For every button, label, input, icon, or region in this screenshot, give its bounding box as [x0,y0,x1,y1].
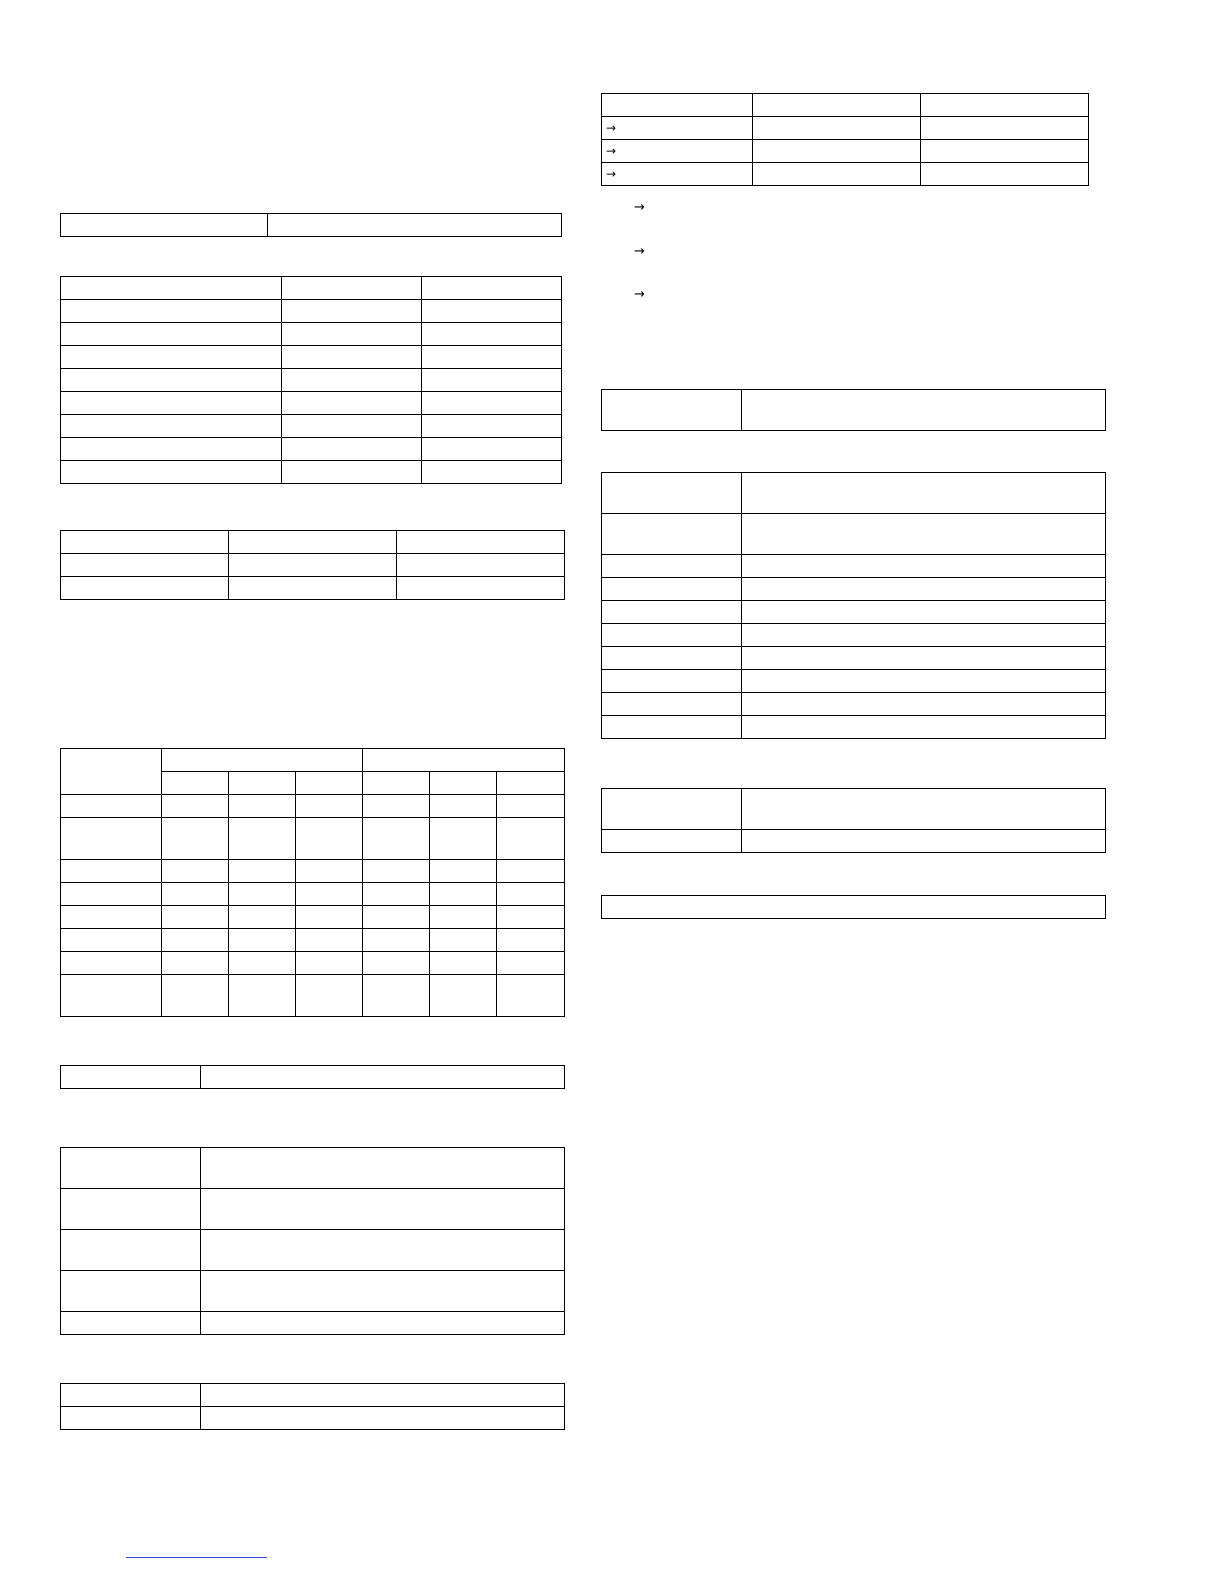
table-row [602,163,1089,186]
table-l5 [60,1065,565,1089]
arrow-right-icon: → [606,144,617,158]
table-row [602,601,1106,624]
table-l1 [60,213,562,237]
table-row [61,300,562,323]
table-row [602,647,1106,670]
table-r1 [601,93,1089,186]
table-l4 [60,748,565,1017]
table-row [61,952,565,975]
table-row [61,415,562,438]
table-row [602,117,1089,140]
table-row [61,369,562,392]
table-row [61,929,565,952]
table-row [61,346,562,369]
table-row [61,461,562,484]
arrow-right-icon: → [606,121,617,135]
table-row [602,94,1089,117]
table-row [602,140,1089,163]
table-row [602,555,1106,578]
table-row [602,716,1106,739]
table-row [602,514,1106,555]
footer-link-underline [126,1557,267,1558]
table-row [61,1407,565,1430]
table-row [61,277,562,300]
table-row [61,1384,565,1407]
table-row [61,883,565,906]
table-row [61,1230,565,1271]
arrow-right-icon: → [606,167,617,181]
table-row [61,323,562,346]
table-r3 [601,472,1106,739]
table-l7 [60,1383,565,1430]
table-l6 [60,1147,565,1335]
table-l2 [60,276,562,484]
arrow-right-icon: → [634,200,645,215]
table-row [61,577,565,600]
table-row [602,473,1106,514]
table-row [602,789,1106,830]
table-row [602,896,1106,919]
table-row [61,1066,565,1089]
table-row [61,975,565,1017]
table-row [602,693,1106,716]
table-row [61,795,565,818]
table-row [61,1148,565,1189]
table-row [61,860,565,883]
table-row [61,1312,565,1335]
table-row [602,830,1106,853]
table-row [61,554,565,577]
table-row [61,1271,565,1312]
arrow-right-icon: → [634,244,645,259]
table-row [602,578,1106,601]
table-row [61,531,565,554]
table-row [61,392,562,415]
table-row [602,390,1106,431]
table-l3 [60,530,565,600]
table-row [61,214,562,237]
table-row [61,906,565,929]
arrow-right-icon: → [634,287,645,302]
table-r4 [601,788,1106,853]
table-row [61,749,565,772]
table-row [61,1189,565,1230]
table-row [602,624,1106,647]
table-row [61,818,565,860]
table-row [602,670,1106,693]
table-row [61,438,562,461]
table-r2 [601,389,1106,431]
table-r5 [601,895,1106,919]
